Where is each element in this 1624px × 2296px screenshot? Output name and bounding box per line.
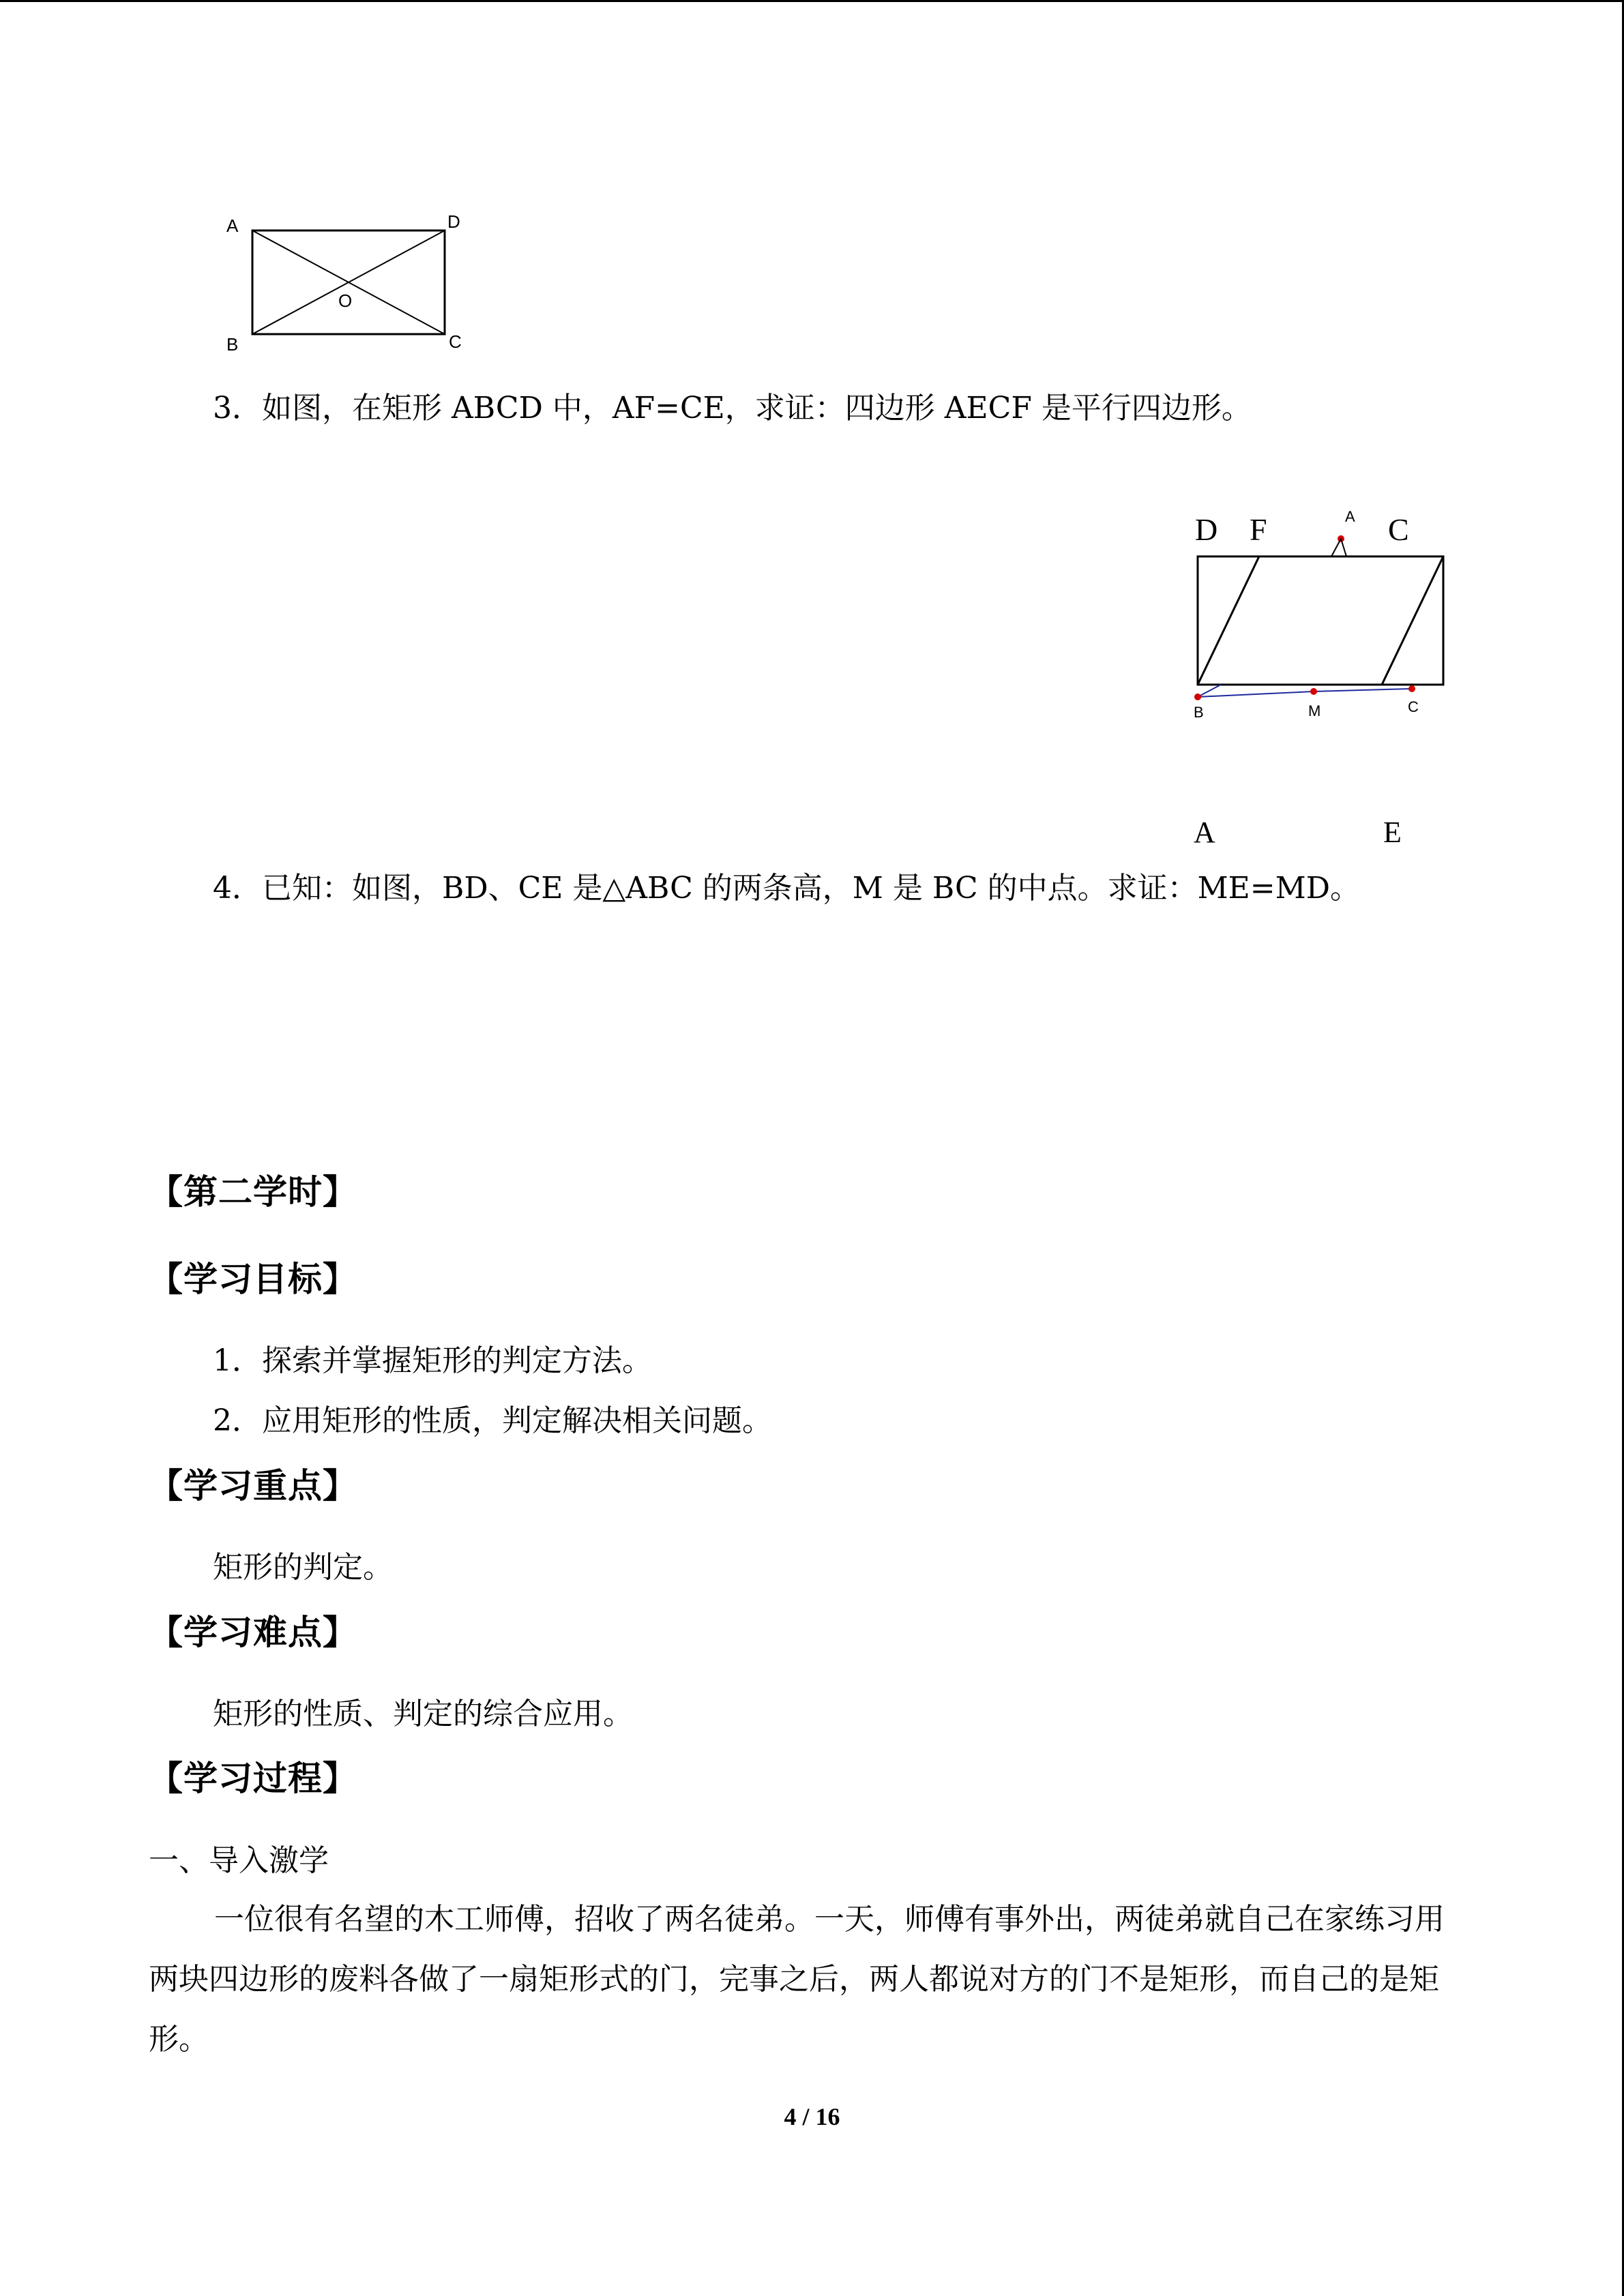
label-c: C (449, 331, 462, 352)
difficulty-text: 矩形的性质、判定的综合应用。 (213, 1697, 633, 1731)
label-a: A (226, 215, 239, 236)
heading-difficulty: 【学习难点】 (149, 1613, 357, 1652)
triangle-side-line (1198, 685, 1221, 697)
point-b-marker (1194, 694, 1201, 700)
small-label-m: M (1308, 702, 1321, 719)
segment-ec (1382, 556, 1443, 685)
intro-paragraph: 一位很有名望的木工师傅，招收了两名徒弟。一天，师傅有事外出，两徒弟就自己在家练习用两块四边形的废料各做了一扇矩形式的门，完事之后，两人都说对方的门不是矩形，而自己的是矩形。 (149, 1902, 1445, 2057)
small-label-c: C (1408, 698, 1419, 715)
heading-key-point: 【学习重点】 (149, 1466, 357, 1506)
point-m-marker (1310, 688, 1317, 695)
segment-af (1198, 556, 1259, 685)
goal-1: 1．探索并掌握矩形的判定方法。 (213, 1343, 652, 1378)
heading-learning-process: 【学习过程】 (149, 1759, 357, 1798)
triangle-base-line (1198, 689, 1412, 697)
label-f: F (1250, 512, 1267, 547)
intro-section-title: 一、导入激学 (149, 1843, 329, 1878)
label-b: B (226, 334, 239, 355)
page-top-border (0, 0, 1624, 2)
label-bottom-a: A (1194, 816, 1215, 849)
label-o: O (338, 290, 353, 311)
apex-line-left (1331, 539, 1341, 556)
rectangle-dcea (1198, 556, 1443, 685)
point-c-marker (1408, 685, 1415, 692)
key-point-text: 矩形的判定。 (213, 1550, 393, 1585)
problem-3-text: 3．如图，在矩形 ABCD 中，AF=CE，求证：四边形 AECF 是平行四边形。 (213, 391, 1252, 426)
label-d: D (447, 211, 460, 232)
heading-second-lesson: 【第二学时】 (149, 1172, 357, 1212)
small-label-b: B (1194, 704, 1204, 721)
goal-2: 2．应用矩形的性质，判定解决相关问题。 (213, 1403, 772, 1438)
problem-4-text: 4．已知：如图，BD、CE 是△ABC 的两条高，M 是 BC 的中点。求证：ME=MD。 (213, 871, 1360, 906)
figure-rectangle-parallelogram (1180, 505, 1466, 859)
figure-rectangle-diagonals (218, 205, 491, 361)
label-bottom-e: E (1383, 816, 1402, 849)
label-d: D (1195, 512, 1218, 547)
page-number: 4 / 16 (784, 2103, 840, 2130)
heading-learning-goals: 【学习目标】 (149, 1259, 357, 1299)
apex-line-right (1341, 539, 1346, 556)
small-label-a: A (1345, 508, 1355, 525)
label-c: C (1388, 512, 1409, 547)
